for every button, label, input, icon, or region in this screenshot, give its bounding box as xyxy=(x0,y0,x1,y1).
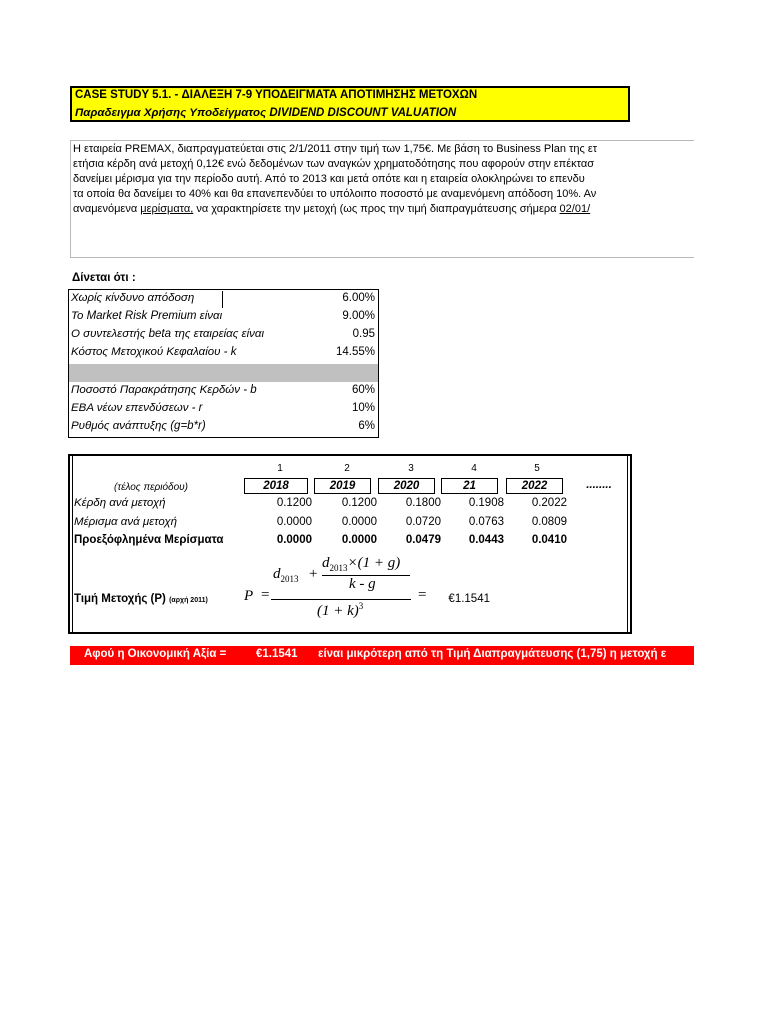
formula-denominator-power: 3 xyxy=(358,601,364,611)
year-header[interactable]: 2022 xyxy=(506,478,563,494)
param-label: Ρυθμός ανάπτυξης (g=b*r) xyxy=(71,420,206,432)
year-header[interactable]: 2018 xyxy=(244,478,308,494)
period-index: 5 xyxy=(534,463,540,474)
period-index: 1 xyxy=(277,463,283,474)
problem-line-5a: αναμενόμενα xyxy=(73,203,141,215)
row-label-discounted: Προεξόφλημένα Μερίσματα xyxy=(74,534,224,546)
formula-p: P xyxy=(244,588,254,604)
param-label: Το Market Risk Premium είναι xyxy=(71,310,223,322)
formula-k-minus-g: k - g xyxy=(349,576,376,592)
problem-line-5-underlined-1: μερίσματα, xyxy=(140,203,194,215)
formula-equals: = xyxy=(261,587,270,603)
formula-d-outer xyxy=(273,566,299,584)
param-row[interactable] xyxy=(69,400,378,418)
problem-statement xyxy=(70,140,694,258)
row-label-dividend: Μέρισμα ανά μετοχή xyxy=(74,516,178,528)
param-label: Ποσοστό Παρακράτησης Κερδών - b xyxy=(71,384,257,396)
earnings-cell[interactable]: 0.1800 xyxy=(405,497,441,509)
formula-plus: + xyxy=(309,566,318,582)
dividend-cell[interactable]: 0.0000 xyxy=(276,516,312,528)
price-label xyxy=(74,593,208,605)
param-label: Κόστος Μετοχικού Κεφαλαίου - k xyxy=(71,346,237,358)
formula-d-symbol: d xyxy=(322,555,330,571)
price-sub-label: (αρχή 2011) xyxy=(169,597,208,604)
year-header[interactable]: 2019 xyxy=(314,478,371,494)
param-value: 14.55% xyxy=(335,346,375,358)
param-value: 6% xyxy=(358,420,375,432)
param-value: 10% xyxy=(351,402,375,414)
discounted-cell[interactable]: 0.0000 xyxy=(276,534,312,546)
problem-line-5 xyxy=(71,202,694,217)
period-index: 2 xyxy=(344,463,350,474)
dividend-cell[interactable]: 0.0809 xyxy=(531,516,567,528)
param-row[interactable] xyxy=(69,290,378,308)
cell-cursor-divider xyxy=(222,291,223,308)
param-row[interactable] xyxy=(69,308,378,326)
formula-d-inner xyxy=(322,555,400,573)
given-label: Δίνεται ότι : xyxy=(72,272,136,284)
ddm-formula xyxy=(235,552,445,622)
earnings-cell[interactable]: 0.1200 xyxy=(341,497,377,509)
title-box xyxy=(70,86,630,122)
price-label-text: Τιμή Μετοχής (P) xyxy=(74,593,166,605)
formula-d-subscript: 2013 xyxy=(280,574,299,584)
dividend-cell[interactable]: 0.0763 xyxy=(468,516,504,528)
discounted-cell[interactable]: 0.0443 xyxy=(468,534,504,546)
problem-line-4: τα οποία θα δανείμει το 40% και θα επανεπενδύει το υπόλοιπο ποσοστό με αναμενόμενη απόδοση 10%. Αν xyxy=(73,188,597,200)
formula-denominator xyxy=(317,601,363,620)
conclusion-banner xyxy=(70,646,694,665)
row-label-earnings: Κέρδη ανά μετοχή xyxy=(74,497,166,509)
param-row[interactable] xyxy=(69,382,378,400)
discounted-cell[interactable]: 0.0000 xyxy=(341,534,377,546)
share-price-value[interactable]: €1.1541 xyxy=(448,593,490,605)
discounted-cell[interactable]: 0.0479 xyxy=(405,534,441,546)
param-row[interactable] xyxy=(69,344,378,362)
problem-line-1: Η εταιρεία PREMAX, διαπραγματεύεται στις 2/1/2011 στην τιμή των 1,75€. Με βάση το Business Plan της ετ xyxy=(73,143,598,155)
parameters-table xyxy=(68,289,379,438)
problem-line-3: δανείμει μέρισμα για την περίοδο αυτή. Από το 2013 και μετά οπότε και η εταιρεία ολοκληρώνει το επενδυ xyxy=(73,173,585,185)
period-index: 3 xyxy=(408,463,414,474)
earnings-cell[interactable]: 0.1200 xyxy=(276,497,312,509)
conclusion-value: €1.1541 xyxy=(256,648,298,660)
formula-d-subscript: 2013 xyxy=(329,563,348,573)
param-row[interactable] xyxy=(69,326,378,344)
problem-line-5-underlined-2: 02/01/ xyxy=(559,203,591,215)
formula-d-symbol: d xyxy=(273,566,281,582)
case-study-subtitle: Παραδειγμα Χρήσης Υποδείγματος DIVIDEND DISCOUNT VALUATION xyxy=(75,107,457,119)
earnings-cell[interactable]: 0.2022 xyxy=(531,497,567,509)
param-value: 0.95 xyxy=(352,328,375,340)
year-header-ellipsis: ........ xyxy=(586,479,612,491)
problem-line-2: ετήσια κέρδη ανά μετοχή 0,12€ ενώ δεδομένων των αναγκών χρηματοδότησης που αφορούν στην επέκτασ xyxy=(73,158,594,170)
separator-row xyxy=(69,364,378,382)
param-label: ΕΒΑ νέων επενδύσεων - r xyxy=(71,402,203,414)
year-header[interactable]: 21 xyxy=(441,478,498,494)
dividend-cell[interactable]: 0.0720 xyxy=(405,516,441,528)
param-label: Χωρίς κίνδυνο απόδοση xyxy=(71,292,195,304)
period-index: 4 xyxy=(471,463,477,474)
conclusion-text-1: Αφού η Οικονομική Αξία = xyxy=(84,648,227,660)
param-value: 60% xyxy=(351,384,375,396)
param-label: Ο συντελεστής beta της εταιρείας είναι xyxy=(71,328,264,340)
discounted-cell[interactable]: 0.0410 xyxy=(531,534,567,546)
formula-main-fraction-line xyxy=(271,599,411,600)
formula-denominator-base: (1 + k) xyxy=(317,603,359,619)
param-value: 6.00% xyxy=(342,292,375,304)
param-row[interactable] xyxy=(69,418,378,436)
conclusion-text-2: είναι μικρότερη από τη Τιμή Διαπραγμάτευσης (1,75) η μετοχή ε xyxy=(318,648,667,660)
dividend-cell[interactable]: 0.0000 xyxy=(341,516,377,528)
formula-equals-result: = xyxy=(418,587,427,603)
inner-border-left xyxy=(72,456,73,632)
period-label: (τέλος περιόδου) xyxy=(114,482,188,493)
earnings-cell[interactable]: 0.1908 xyxy=(468,497,504,509)
param-value: 9.00% xyxy=(342,310,375,322)
problem-line-5b: να χαρακτηρίσετε την μετοχή (ως προς την τιμή διαπραγμάτευσης σήμερα xyxy=(193,203,560,215)
case-study-title: CASE STUDY 5.1. - ΔΙΑΛΕΞΗ 7-9 ΥΠΟΔΕΙΓΜΑΤΑ ΑΠΟΤΙΜΗΣΗΣ ΜΕΤΟΧΩΝ xyxy=(75,89,478,101)
year-header[interactable]: 2020 xyxy=(378,478,435,494)
formula-growth-factor: ×(1 + g) xyxy=(347,555,401,571)
